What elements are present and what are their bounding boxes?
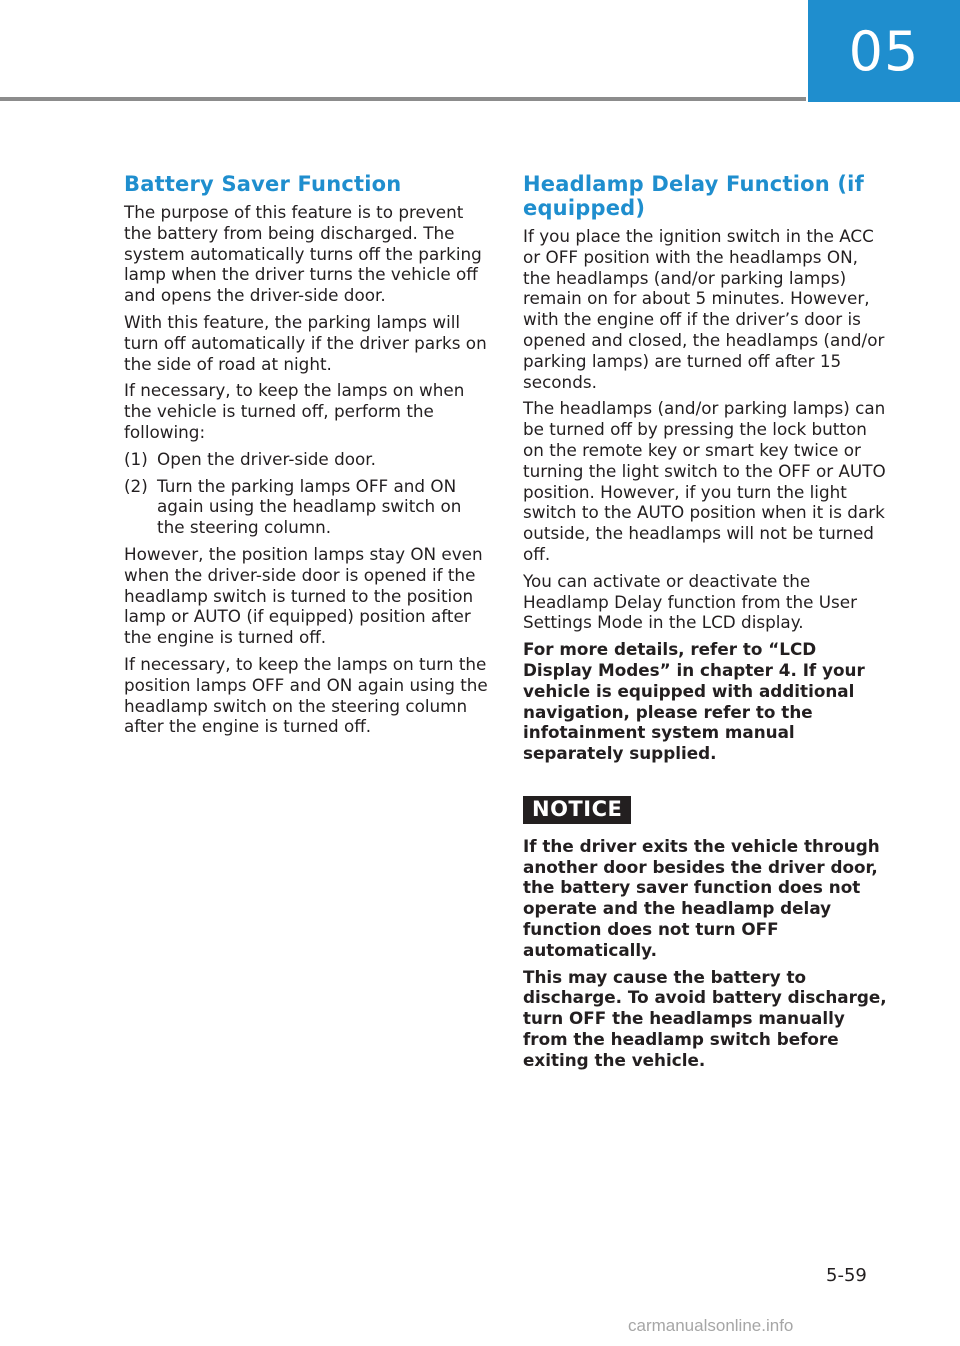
list-item xyxy=(124,449,490,470)
header-rule xyxy=(0,97,806,101)
paragraph: If necessary, to keep the lamps on turn the position lamps OFF and ON again using the headlamp switch on the steering column after the engine is turned off. xyxy=(124,653,488,737)
paragraph: You can activate or deactivate the Headlamp Delay function from the User Settings Mode in the LCD display. xyxy=(523,570,858,633)
list-number: (2) xyxy=(124,475,148,496)
watermark-text: carmanualsonline.info xyxy=(628,1316,794,1335)
notice-paragraph: This may cause the battery to discharge. To avoid battery discharge, turn OFF the headlamps manually from the headlamp switch before exiting the vehicle. xyxy=(523,966,887,1070)
list-text: Open the driver-side door. xyxy=(157,448,376,469)
list-text: Turn the parking lamps OFF and ON again using the headlamp switch on the steering column. xyxy=(157,475,462,538)
steps-list xyxy=(124,449,490,538)
paragraph: The headlamps (and/or parking lamps) can be turned off by pressing the lock button on the remote key or smart key twice or turning the light switch to the OFF or AUTO position. However, if you turn the light switch to the AUTO position when it is dark outside, the headlamps will not be turned off. xyxy=(523,398,886,564)
paragraph: If necessary, to keep the lamps on when the vehicle is turned off, perform the following: xyxy=(124,380,465,442)
list-item xyxy=(124,476,490,538)
list-number: (1) xyxy=(124,448,148,469)
paragraph: With this feature, the parking lamps will turn off automatically if the driver parks on the side of road at night. xyxy=(124,311,487,374)
paragraph: However, the position lamps stay ON even when the driver-side door is opened if the headlamp switch is turned to the position lamp or AUTO (if equipped) position after the engine is turned off. xyxy=(124,543,483,648)
reference-note: For more details, refer to “LCD Display Modes” in chapter 4. If your vehicle is equipped with additional navigation, please refer to the infotainment system manual separately supplied. xyxy=(523,639,865,764)
right-column xyxy=(523,172,889,1076)
section-heading-battery-saver: Battery Saver Function xyxy=(124,172,402,196)
chapter-tab: 05 xyxy=(808,0,960,102)
section-heading-headlamp-delay: Headlamp Delay Function (if equipped) xyxy=(523,172,864,220)
paragraph: If you place the ignition switch in the ACC or OFF position with the headlamps ON, the headlamps (and/or parking lamps) remain on for about 5 minutes. However, with the engine off if the driver’s door is opened and closed, the headlamps (and/or parking lamps) are turned off after 15 seconds. xyxy=(523,226,885,392)
left-column xyxy=(124,172,490,743)
notice-paragraph: If the driver exits the vehicle through another door besides the driver door, the battery saver function does not operate and the headlamp delay function does not turn OFF automatically. xyxy=(523,835,880,960)
paragraph: The purpose of this feature is to prevent the battery from being discharged. The system automatically turns off the parking lamp when the driver turns the vehicle off and opens the driver-side door. xyxy=(124,202,482,306)
notice-badge: NOTICE xyxy=(523,796,631,824)
page-number: 5-59 xyxy=(826,1265,867,1286)
